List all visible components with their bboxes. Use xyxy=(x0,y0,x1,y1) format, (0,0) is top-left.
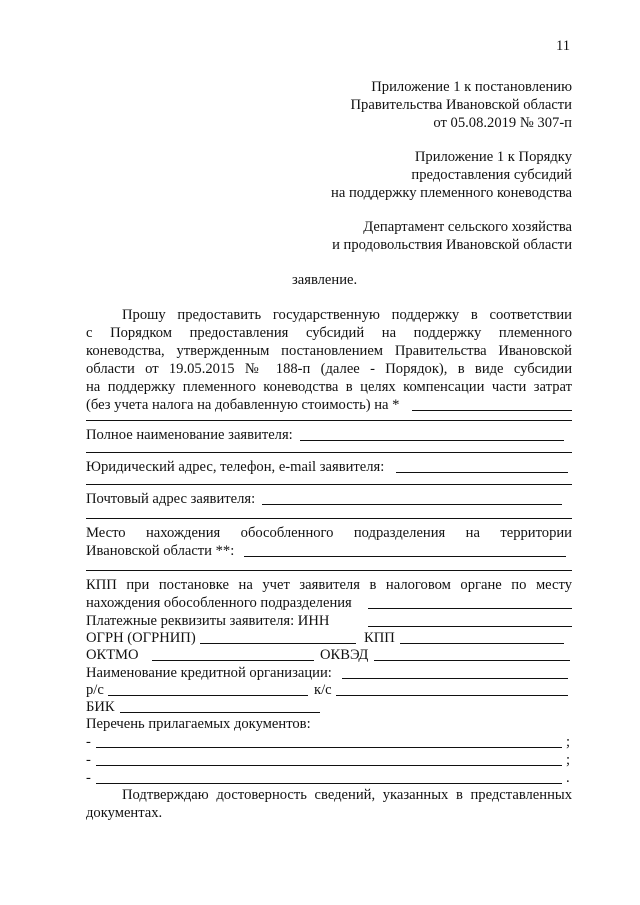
postal-address-label: Почтовый адрес заявителя: xyxy=(86,491,256,507)
postal-address-field[interactable] xyxy=(262,504,562,505)
ks-label: к/с xyxy=(314,682,332,698)
credit-org-label: Наименование кредитной организации: xyxy=(86,665,332,681)
okved-field[interactable] xyxy=(374,660,570,661)
bank-details-inn-label: Платежные реквизиты заявителя: ИНН xyxy=(86,613,330,629)
subsidy-amount-field[interactable] xyxy=(412,410,572,411)
rs-label: р/с xyxy=(86,682,104,698)
rs-field[interactable] xyxy=(108,695,308,696)
document-line-3[interactable] xyxy=(96,783,562,784)
bik-label: БИК xyxy=(86,699,115,715)
confirm-line-1: Подтверждаю достоверность сведений, указанных в представленных xyxy=(122,787,572,803)
kpp-field[interactable] xyxy=(400,643,564,644)
kpp-location-label-line-2: нахождения обособленного подразделения xyxy=(86,595,352,611)
blank-line[interactable] xyxy=(86,452,572,453)
ogrn-field[interactable] xyxy=(200,643,356,644)
document-line-2[interactable] xyxy=(96,765,562,766)
header-line-7: Департамент сельского хозяйства xyxy=(363,219,572,235)
document-line-1[interactable] xyxy=(96,747,562,748)
credit-org-field[interactable] xyxy=(342,678,568,679)
full-name-label: Полное наименование заявителя: xyxy=(86,427,293,443)
inn-field[interactable] xyxy=(368,626,572,627)
header-line-6: на поддержку племенного коневодства xyxy=(331,185,572,201)
list-dash: - xyxy=(86,770,91,786)
confirm-line-2: документах. xyxy=(86,805,163,821)
intro-line-1: Прошу предоставить государственную поддержку в соответствии xyxy=(122,307,572,323)
kpp-location-label-line-1: КПП при постановке на учет заявителя в налоговом органе по месту xyxy=(86,577,572,593)
intro-line-2: с Порядком предоставления субсидий на поддержку племенного xyxy=(86,325,572,341)
ks-field[interactable] xyxy=(336,695,568,696)
intro-line-4: области от 19.05.2015 № 188-п (далее - Порядок), в виде субсидии xyxy=(86,361,572,377)
oktmo-label: ОКТМО xyxy=(86,647,139,663)
intro-line-3: коневодства, утвержденным постановлением Правительства Ивановской xyxy=(86,343,572,359)
kpp-location-field[interactable] xyxy=(368,608,572,609)
location-label-line-2: Ивановской области **: xyxy=(86,543,235,559)
bik-field[interactable] xyxy=(120,712,320,713)
list-dash: - xyxy=(86,734,91,750)
header-line-5: предоставления субсидий xyxy=(411,167,572,183)
intro-line-5: на поддержку племенного коневодства в целях компенсации части затрат xyxy=(86,379,572,395)
header-line-2: Правительства Ивановской области xyxy=(350,97,572,113)
list-semicolon: ; xyxy=(566,752,571,768)
blank-line[interactable] xyxy=(86,570,572,571)
header-line-8: и продовольствия Ивановской области xyxy=(332,237,572,253)
legal-address-field[interactable] xyxy=(396,472,568,473)
kpp-label: КПП xyxy=(364,630,395,646)
header-line-1: Приложение 1 к постановлению xyxy=(371,79,572,95)
blank-line[interactable] xyxy=(86,518,572,519)
page-number: 11 xyxy=(555,38,570,54)
header-line-3: от 05.08.2019 № 307-п xyxy=(433,115,572,131)
list-period: . xyxy=(566,770,570,786)
list-dash: - xyxy=(86,752,91,768)
location-field[interactable] xyxy=(244,556,566,557)
full-name-field[interactable] xyxy=(300,440,564,441)
intro-line-6: (без учета налога на добавленную стоимость) на * xyxy=(86,397,400,413)
oktmo-field[interactable] xyxy=(152,660,314,661)
okved-label: ОКВЭД xyxy=(320,647,369,663)
docs-list-label: Перечень прилагаемых документов: xyxy=(86,716,311,732)
list-semicolon: ; xyxy=(566,734,571,750)
ogrn-label: ОГРН (ОГРНИП) xyxy=(86,630,196,646)
legal-address-label: Юридический адрес, телефон, e-mail заявителя: xyxy=(86,459,385,475)
blank-line[interactable] xyxy=(86,420,572,421)
location-label-line-1: Место нахождения обособленного подразделения на территории xyxy=(86,525,572,541)
document-title: заявление. xyxy=(292,272,358,288)
blank-line[interactable] xyxy=(86,484,572,485)
header-line-4: Приложение 1 к Порядку xyxy=(414,149,572,165)
